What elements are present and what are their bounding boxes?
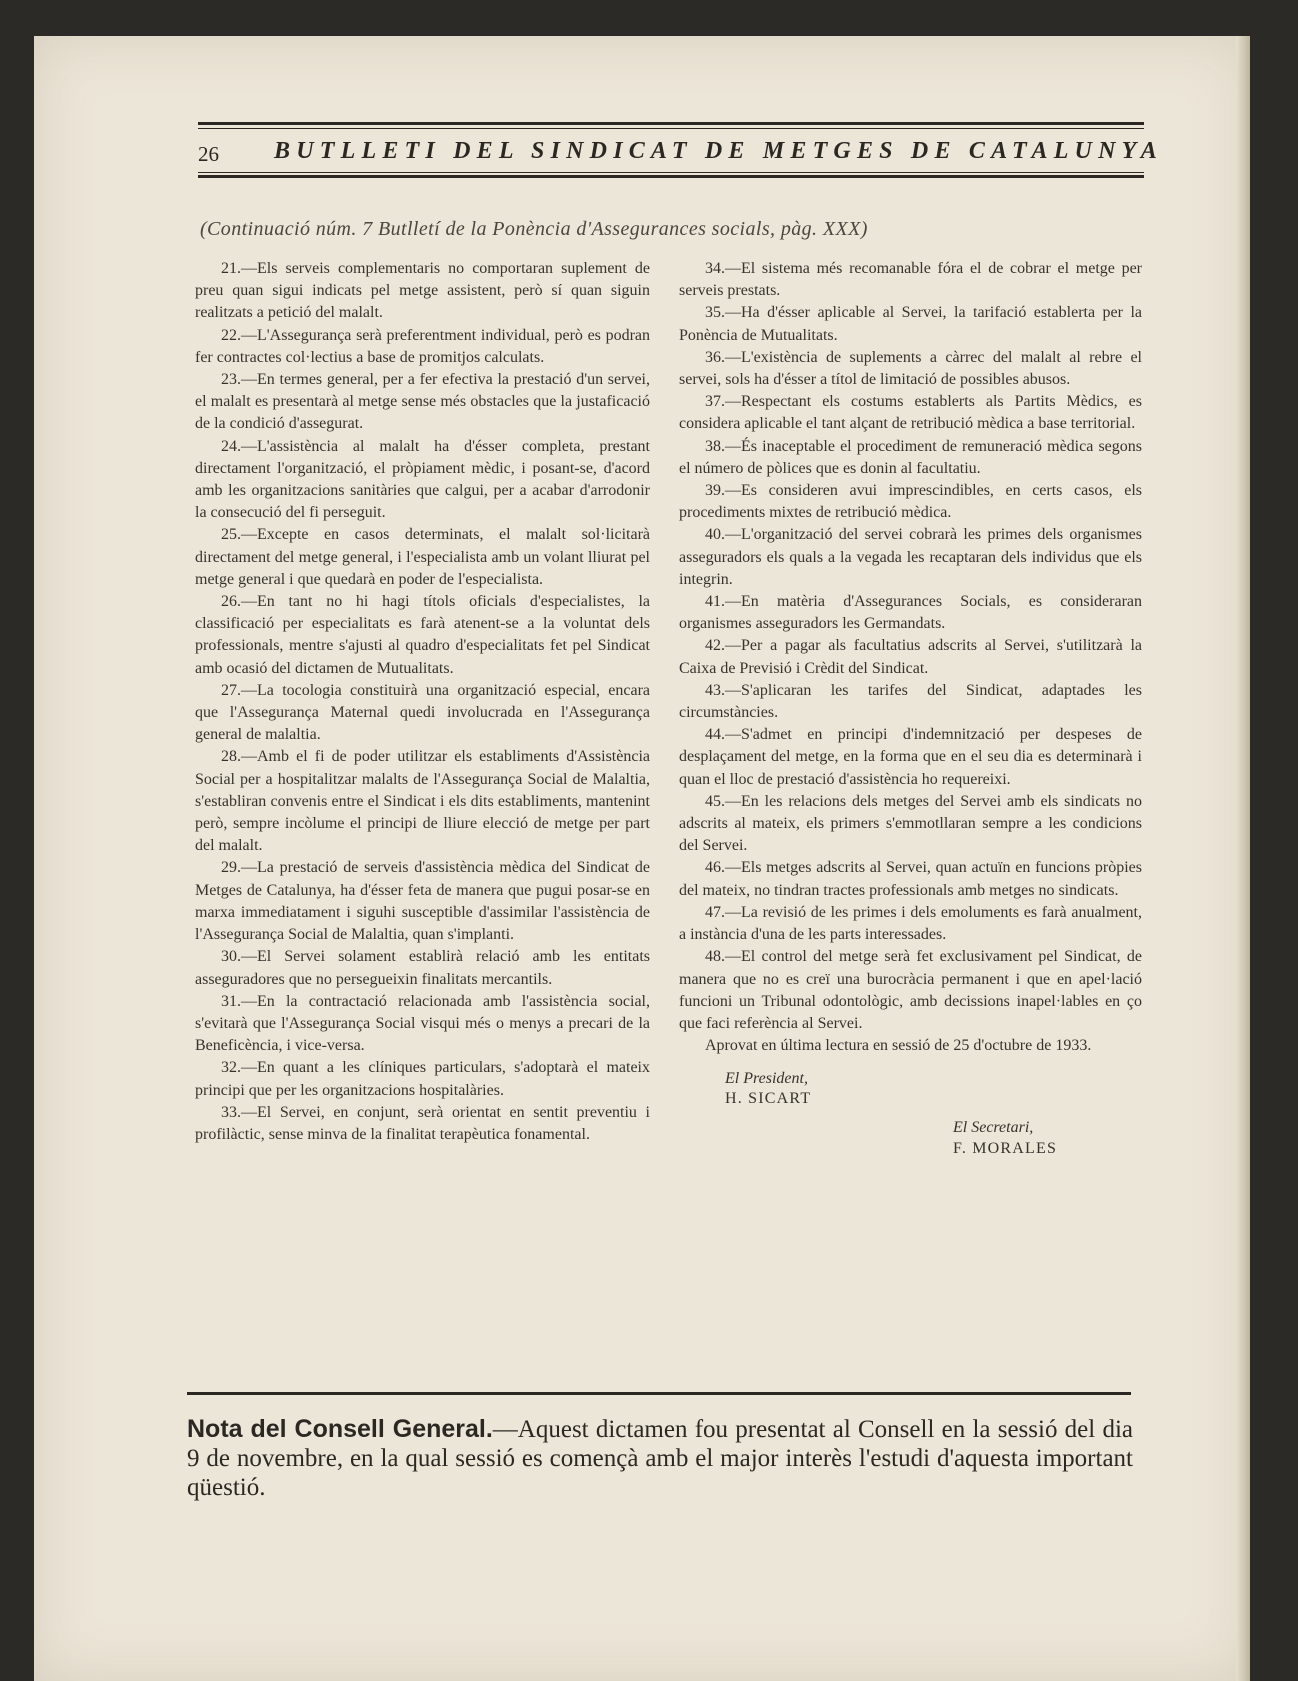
article-34: 34.—El sistema més recomanable fóra el de cobrar el metge per serveis prestats. bbox=[679, 260, 1142, 300]
article-45: 45.—En les relacions dels metges del Servei amb els sindicats no adscrits al mateix, els primers s'emmotllaran sempre a les condicions del Servei. bbox=[679, 792, 1142, 855]
running-title: BUTLLETI DEL SINDICAT DE METGES DE CATALUNYA bbox=[274, 138, 1163, 164]
article-40: 40.—L'organització del servei cobrarà les primes dels organismes asseguradors els quals a la vegada les recaptaran dels individus que els integrin. bbox=[679, 526, 1142, 588]
article-33: 33.—El Servei, en conjunt, serà orientat en sentit preventiu i profilàctic, sense minva de la finalitat terapèutica fonamental. bbox=[195, 1103, 650, 1143]
secretary-role: El Secretari, bbox=[953, 1119, 1034, 1137]
article-28: 28.—Amb el fi de poder utilitzar els establiments d'Assistència Social per a hospitalitzar malalts de l'Assegurança Social de Malaltia, s'establiran convenis entre el Sindicat i els dits establiments, mantenint però, sempre incòlume el principi de lliure elecció de metge per part del malalt. bbox=[195, 748, 650, 855]
article-25: 25.—Excepte en casos determinats, el malalt sol·licitarà directament del metge general, i l'especialista amb un volant lliurat pel metge general i que quedarà en poder de l'especialista. bbox=[195, 526, 650, 588]
article-24: 24.—L'assistència al malalt ha d'ésser completa, prestant directament l'organització, el pròpiament mèdic, i posant-se, d'acord amb les organitzacions sanitàries que calgui, per a acabar d'arrodonir la consecució del fi perseguit. bbox=[195, 437, 650, 522]
article-21: 21.—Els serveis complementaris no comportaran suplement de preu quan sigui indicats pel metge assistent, però sí quan siguin realitzats a petició del malalt. bbox=[195, 260, 650, 322]
council-note-body: —Aquest dictamen fou presentat al Consell en la sessió del dia 9 de novembre, en la qual sessió es començà amb el major interès l'estudi d'aquesta important qüestió. bbox=[187, 1416, 1133, 1501]
page-number: 26 bbox=[198, 142, 219, 166]
header-rule-top bbox=[198, 122, 1144, 125]
president-name: H. SICART bbox=[725, 1090, 812, 1108]
continuation-note: (Continuació núm. 7 Butlletí de la Ponència d'Assegurances socials, pàg. XXX) bbox=[200, 218, 868, 240]
left-column bbox=[195, 258, 650, 1146]
secretary-name: F. MORALES bbox=[953, 1140, 1058, 1158]
article-44: 44.—S'admet en principi d'indemnització per despeses de desplaçament del metge, en la forma que en el seu dia es determinarà i quan el lloc de prestació d'assistència ho requereixi. bbox=[679, 726, 1142, 788]
secretary-signature bbox=[679, 1117, 1142, 1159]
page-header bbox=[198, 122, 1163, 182]
article-42: 42.—Per a pagar als facultatius adscrits al Servei, s'utilitzarà la Caixa de Previsió i Crèdit del Sindicat. bbox=[679, 637, 1142, 677]
article-47: 47.—La revisió de les primes i dels emoluments es farà anualment, a instància d'una de les parts interessades. bbox=[679, 903, 1142, 944]
header-rule-bottom bbox=[198, 175, 1144, 178]
article-46: 46.—Els metges adscrits al Servei, quan actuïn en funcions pròpies del mateix, no tindran tractes professionals amb metges no sindicats. bbox=[679, 859, 1142, 899]
article-26: 26.—En tant no hi hagi títols oficials d'especialistes, la classificació per especialitats es farà atenent-se a la voluntat dels professionals, mentre s'ajusti al quadro d'especialitats fet pel Sindicat amb ocasió del dictamen de Mutualitats. bbox=[195, 593, 650, 677]
council-note-title: Nota del Consell General. bbox=[187, 1415, 493, 1443]
article-38: 38.—És inaceptable el procediment de remuneració mèdica segons el número de pòlices que es donin al facultatiu. bbox=[679, 437, 1142, 477]
article-30: 30.—El Servei solament establirà relació amb les entitats asseguradores que no persegueixin finalitats mercantils. bbox=[195, 948, 650, 988]
council-note bbox=[187, 1415, 1133, 1502]
president-signature bbox=[679, 1069, 1142, 1109]
right-column bbox=[679, 258, 1142, 1159]
article-36: 36.—L'existència de suplements a càrrec del malalt al rebre el servei, sols ha d'ésser a títol de limitació de possibles abusos. bbox=[679, 348, 1142, 389]
article-43: 43.—S'aplicaran les tarifes del Sindicat, adaptades les circumstàncies. bbox=[679, 681, 1142, 722]
section-divider bbox=[187, 1392, 1131, 1395]
approval-line: Aprovat en última lectura en sessió de 25 d'octubre de 1933. bbox=[705, 1037, 1092, 1055]
header-rule-top-thin bbox=[198, 128, 1144, 129]
article-27: 27.—La tocologia constituirà una organització especial, encara que l'Assegurança Maternal quedi involucrada en l'Assegurança general de malaltia. bbox=[195, 681, 650, 744]
article-37: 37.—Respectant els costums establerts als Partits Mèdics, es considera aplicable el tant alçant de retribució mèdica a base territorial. bbox=[679, 393, 1142, 433]
header-rule-bottom-thin bbox=[198, 172, 1144, 173]
page-edge bbox=[1236, 36, 1250, 1681]
president-role: El President, bbox=[725, 1070, 808, 1088]
article-31: 31.—En la contractació relacionada amb l'assistència social, s'evitarà que l'Assegurança Social visqui més o menys a precari de la Beneficència, i vice-versa. bbox=[195, 992, 650, 1055]
article-32: 32.—En quant a les clíniques particulars, s'adoptarà el mateix principi que per les organitzacions hospitalàries. bbox=[195, 1059, 650, 1099]
article-35: 35.—Ha d'ésser aplicable al Servei, la tarifació establerta per la Ponència de Mutualitats. bbox=[679, 304, 1142, 344]
article-41: 41.—En matèria d'Assegurances Socials, es consideraran organismes asseguradors les Germandats. bbox=[679, 593, 1142, 633]
article-22: 22.—L'Assegurança serà preferentment individual, però es podran fer contractes col·lectius a base de promitjos calculats. bbox=[195, 326, 650, 366]
article-23: 23.—En termes general, per a fer efectiva la prestació d'un servei, el malalt es presentarà al metge sense més obstacles que la justaficació de la condició d'assegurat. bbox=[195, 371, 650, 433]
article-29: 29.—La prestació de serveis d'assistència mèdica del Sindicat de Metges de Catalunya, ha d'ésser feta de manera que pugui posar-se en marxa immediatament i siguhi susceptible d'assimilar l'assistència de l'Assegurança Social de Malaltia, quan s'implanti. bbox=[195, 859, 650, 944]
article-48: 48.—El control del metge serà fet exclusivament pel Sindicat, de manera que no es creï una burocràcia permanent i que en apel·lació funcioni un Tribunal odontològic, amb decissions inapel·lables en ço que faci referència al Servei. bbox=[679, 948, 1142, 1032]
article-39: 39.—Es consideren avui imprescindibles, en certs casos, els procediments mixtes de retribució mèdica. bbox=[679, 482, 1142, 522]
